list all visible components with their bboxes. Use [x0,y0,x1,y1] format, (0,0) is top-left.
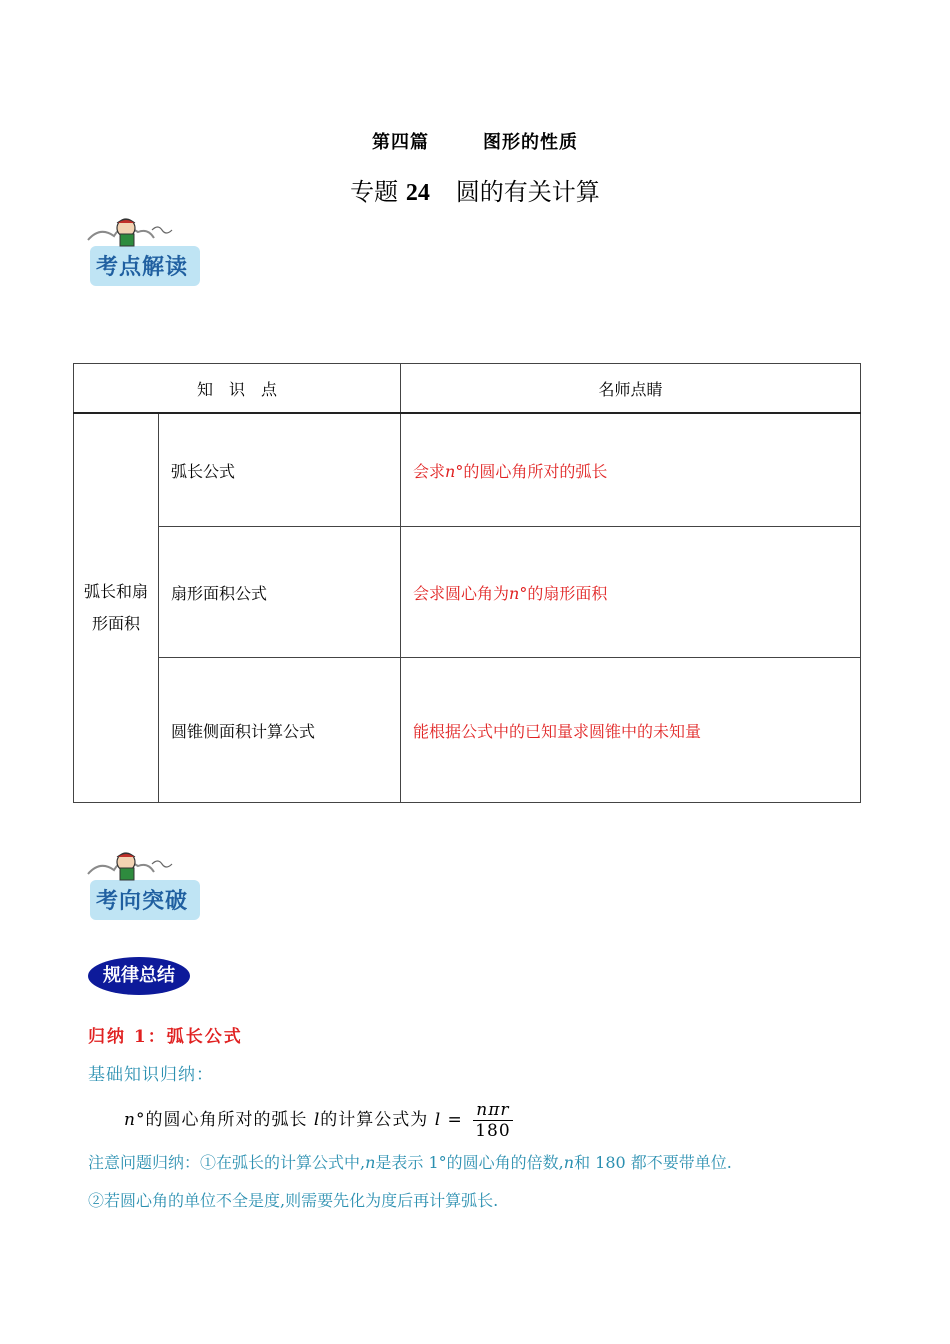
formula-text: °的圆心角所对的弧长 [135,1110,308,1130]
var-l: l [313,1110,321,1130]
formula-fraction [473,1100,512,1141]
section-banner-kaodian [82,214,207,294]
knowledge-point-cell: 圆锥侧面积计算公式 [159,658,401,803]
part-name: 图形的性质 [483,132,578,153]
tip-text: °的圆心角所对的弧长 [455,461,608,481]
var-n: n [124,1110,136,1130]
header-knowledge-point: 知 识 点 [74,364,401,414]
formula-lhs: l = [434,1110,463,1130]
fraction-denominator: 180 [475,1121,511,1141]
tip-text: 能根据公式中的已知量求圆锥中的未知量 [413,721,702,741]
tip-variable: n [509,583,520,603]
note-text: 和 180 都不要带单位. [574,1153,732,1172]
table-row [74,413,861,527]
part-label: 第四篇 [372,132,429,153]
note-text: 注意问题归纳：①在弧长的计算公式中, [88,1153,366,1172]
knowledge-table [73,363,861,803]
tip-variable: n [445,461,456,481]
section-banner-kaoxiang [82,848,207,928]
topic-number: 24 [405,180,430,206]
table-row [74,527,861,658]
basic-knowledge-label: 基础知识归纳： [88,1065,214,1085]
header-teacher-tip: 名师点睛 [401,364,861,414]
rule-summary-badge: 规律总结 [88,957,190,995]
tip-text: 会求圆心角为 [413,583,510,603]
fraction-numerator: nπr [473,1100,512,1121]
topic-name: 圆的有关计算 [455,178,600,206]
teacher-tip-cell [401,527,861,658]
arc-length-formula-line [124,1100,513,1141]
knowledge-point-cell: 扇形面积公式 [159,527,401,658]
var-n: n [563,1153,575,1172]
topic-prefix: 专题 [350,178,399,206]
note-line [88,1150,732,1173]
var-n: n [365,1153,376,1172]
knowledge-point-cell: 弧长公式 [159,413,401,527]
banner-label: 考向突破 [96,888,189,914]
cartoon-figure-icon [82,214,207,254]
tip-text: 会求 [413,461,446,481]
note-text: 是表示 1°的圆心角的倍数, [375,1153,564,1172]
category-cell: 弧长和扇形面积 [74,413,159,803]
teacher-tip-cell [401,658,861,803]
formula-text: 的计算公式为 [320,1110,429,1130]
part-title [0,128,950,154]
table-header-row [74,364,861,414]
banner-label: 考点解读 [96,254,189,280]
topic-title [0,172,950,207]
tip-text: °的扇形面积 [519,583,608,603]
note-line: ②若圆心角的单位不全是度,则需要先化为度后再计算弧长. [88,1191,499,1210]
cartoon-figure-icon [82,848,207,888]
section-heading: 归纳 1：弧长公式 [88,1027,243,1047]
table-row [74,658,861,803]
teacher-tip-cell [401,413,861,527]
